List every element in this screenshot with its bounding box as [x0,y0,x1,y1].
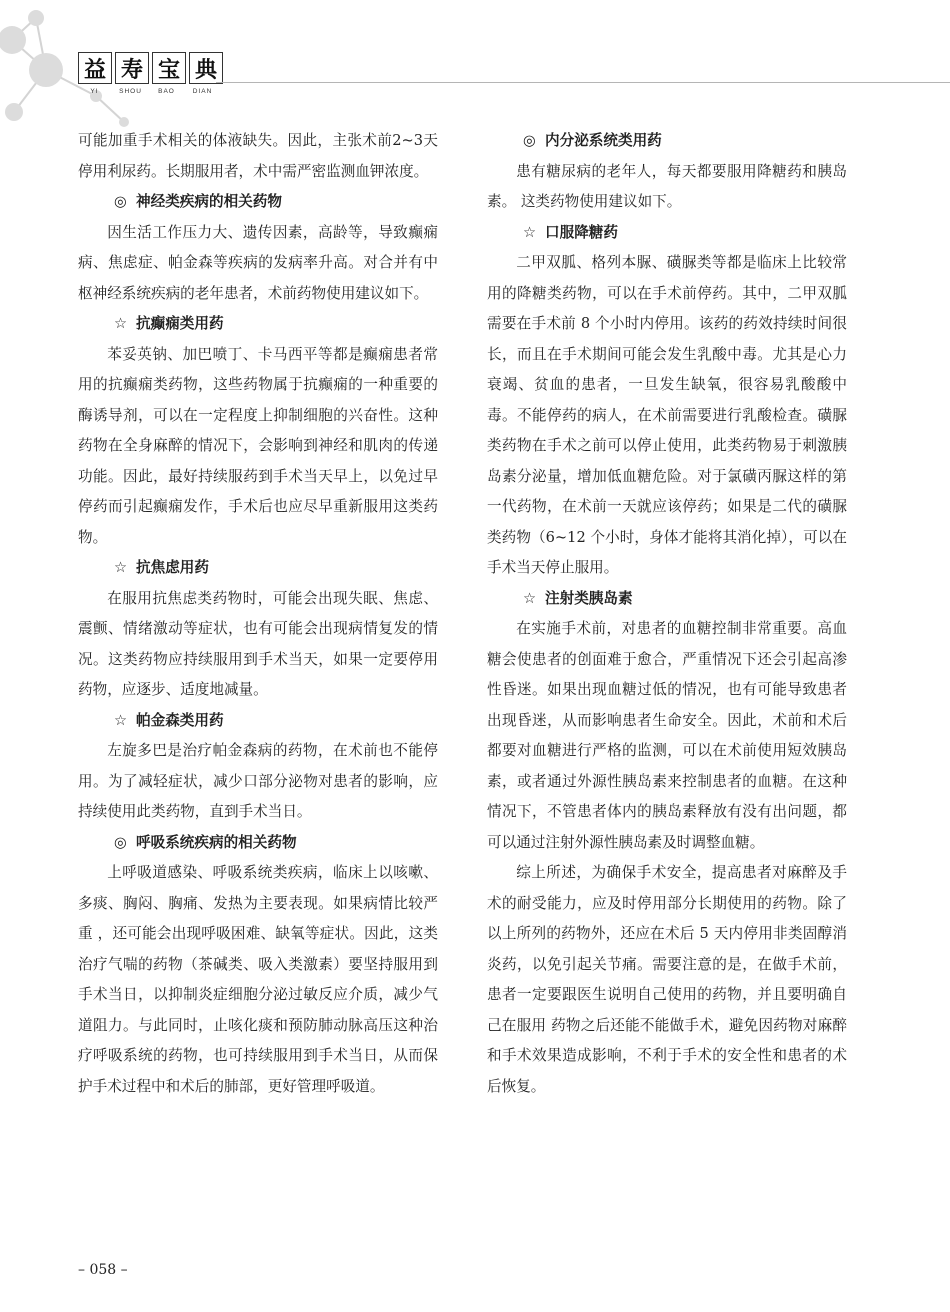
heading-text: 口服降糖药 [545,223,618,241]
body-paragraph: 可能加重手术相关的体液缺失。因此，主张术前2~3天停用利尿药。长期服用者，术中需严密监测血钾浓度。 [78,132,438,180]
heading-text: 内分泌系统类用药 [545,132,662,149]
pinyin-syllable: BAO [158,88,175,95]
section-heading [78,828,438,859]
header-rule [216,82,950,83]
body-paragraph: 上呼吸道感染、呼吸系统类疾病，临床上以咳嗽、多痰、胸闷、胸痛、发热为主要表现。如果病情比较严重 ，还可能会出现呼吸困难、缺氧等症状。因此，这类治疗气喘的药物（茶碱类、吸入类激素）要坚持服用到手术当日，以抑制炎症细胞分泌过敏反应介质，减少气道阻力。与此同时，止咳化痰和预防肺动脉高压这种治疗呼吸系统的药物，也可持续服用到手术当日，从而保护手术过程中和术后的肺部，更好管理呼吸道。 [78,864,438,1095]
heading-text: 注射类胰岛素 [545,589,633,607]
brand-char: 益 [78,52,112,84]
heading-text: 神经类疾病的相关药物 [136,193,282,210]
star-icon: ☆ [114,559,128,576]
star-icon: ☆ [523,589,537,607]
body-paragraph: 在服用抗焦虑类药物时，可能会出现失眠、焦虑、震颤、情绪激动等症状，也有可能会出现病情复发的情况。这类药物应持续服用到手术当天，如果一定要停用药物，应逐步、适度地减量。 [78,589,438,698]
body-paragraph: 二甲双胍、格列本脲、磺脲类等都是临床上比较常用的降糖类药物，可以在手术前停药。其中，二甲双胍需要在手术前 8 个小时内停用。该药的药效持续时间很长，而且在手术期间可能会发生乳酸中毒。尤其是心力衰竭、贫血的患者，一旦发生缺氧，很容易乳酸酸中毒。不能停药的病人，在术前需要进行乳酸检查。磺脲类药物在手术之前可以停止使用，此类药物易于刺激胰岛素分泌量，增加低血糖危险。对于氯磺丙脲这样的第一代药物，在术前一天就应该停药；如果是二代的磺脲类药物（6~12 个小时，身体才能将其消化掉），可以在手术当天停止服用。 [487,254,847,576]
pinyin-syllable: SHOU [119,88,142,95]
left-column [78,126,438,1102]
heading-text: 帕金森类用药 [136,711,224,729]
star-icon: ☆ [114,711,128,729]
section-heading [78,706,438,737]
right-column [487,126,847,1102]
bullseye-icon: ◎ [114,833,127,851]
star-icon: ☆ [114,315,128,332]
bullseye-icon: ◎ [523,132,536,149]
body-paragraph: 左旋多巴是治疗帕金森病的药物，在术前也不能停用。为了减轻症状，减少口部分泌物对患者的影响，应持续使用此类药物，直到手术当日。 [78,742,438,820]
section-heading [487,584,847,615]
pinyin-syllable: DIAN [192,88,213,95]
brand-char: 典 [189,52,223,84]
pinyin-syllable: YI [90,88,99,95]
page-number: – 058 – [78,1262,128,1278]
body-paragraph: 苯妥英钠、加巴喷丁、卡马西平等都是癫痫患者常用的抗癫痫类药物，这些药物属于抗癫痫的一种重要的酶诱导剂，可以在一定程度上抑制细胞的兴奋性。这种药物在全身麻醉的情况下，会影响到神经和肌肉的传递功能。因此，最好持续服药到手术当天早上，以免过早停药而引起癫痫发作，手术后也应尽早重新服用这类药物。 [78,345,438,546]
body-paragraph: 因生活工作压力大、遗传因素，高龄等，导致癫痫病、焦虑症、帕金森等疾病的发病率升高。对合并有中枢神经系统疾病的老年患者，术前药物使用建议如下。 [78,223,438,302]
brand-title [78,52,223,84]
heading-text: 抗焦虑用药 [136,559,209,576]
brand-pinyin [78,88,223,95]
body-paragraph: 在实施手术前，对患者的血糖控制非常重要。高血糖会使患者的创面难于愈合，严重情况下还会引起高渗性昏迷。如果出现血糖过低的情况，也有可能导致患者出现昏迷，从而影响患者生命安全。因此，术前和术后都要对血糖进行严格的监测，可以在术前使用短效胰岛素，或者通过外源性胰岛素来控制患者的血糖。在这种情况下，不管患者体内的胰岛素释放有没有出问题，都可以通过注射外源性胰岛素及时调整血糖。 [487,620,847,851]
section-heading [78,309,438,340]
bullseye-icon: ◎ [114,193,127,210]
section-heading [487,126,847,157]
magazine-masthead [78,52,223,95]
body-paragraph: 患有糖尿病的老年人，每天都要服用降糖药和胰岛素。 这类药物使用建议如下。 [487,162,847,210]
brand-char: 寿 [115,52,149,84]
brand-char: 宝 [152,52,186,84]
heading-text: 呼吸系统疾病的相关药物 [136,833,297,851]
star-icon: ☆ [523,223,537,241]
heading-text: 抗癫痫类用药 [136,315,224,332]
section-heading [78,553,438,584]
body-paragraph: 综上所述，为确保手术安全，提高患者对麻醉及手术的耐受能力，应及时停用部分长期使用的药物。除了以上所列的药物外，还应在术后 5 天内停用非类固醇消炎药，以免引起关节痛。需要注意的是，在做手术前，患者一定要跟医生说明自己使用的药物，并且要明确自己在服用 药物之后还能不能做手术，避免因药物对麻醉和手术效果造成影响，不利于手术的安全性和患者的术后恢复。 [487,864,847,1095]
section-heading [78,187,438,218]
section-heading [487,218,847,249]
